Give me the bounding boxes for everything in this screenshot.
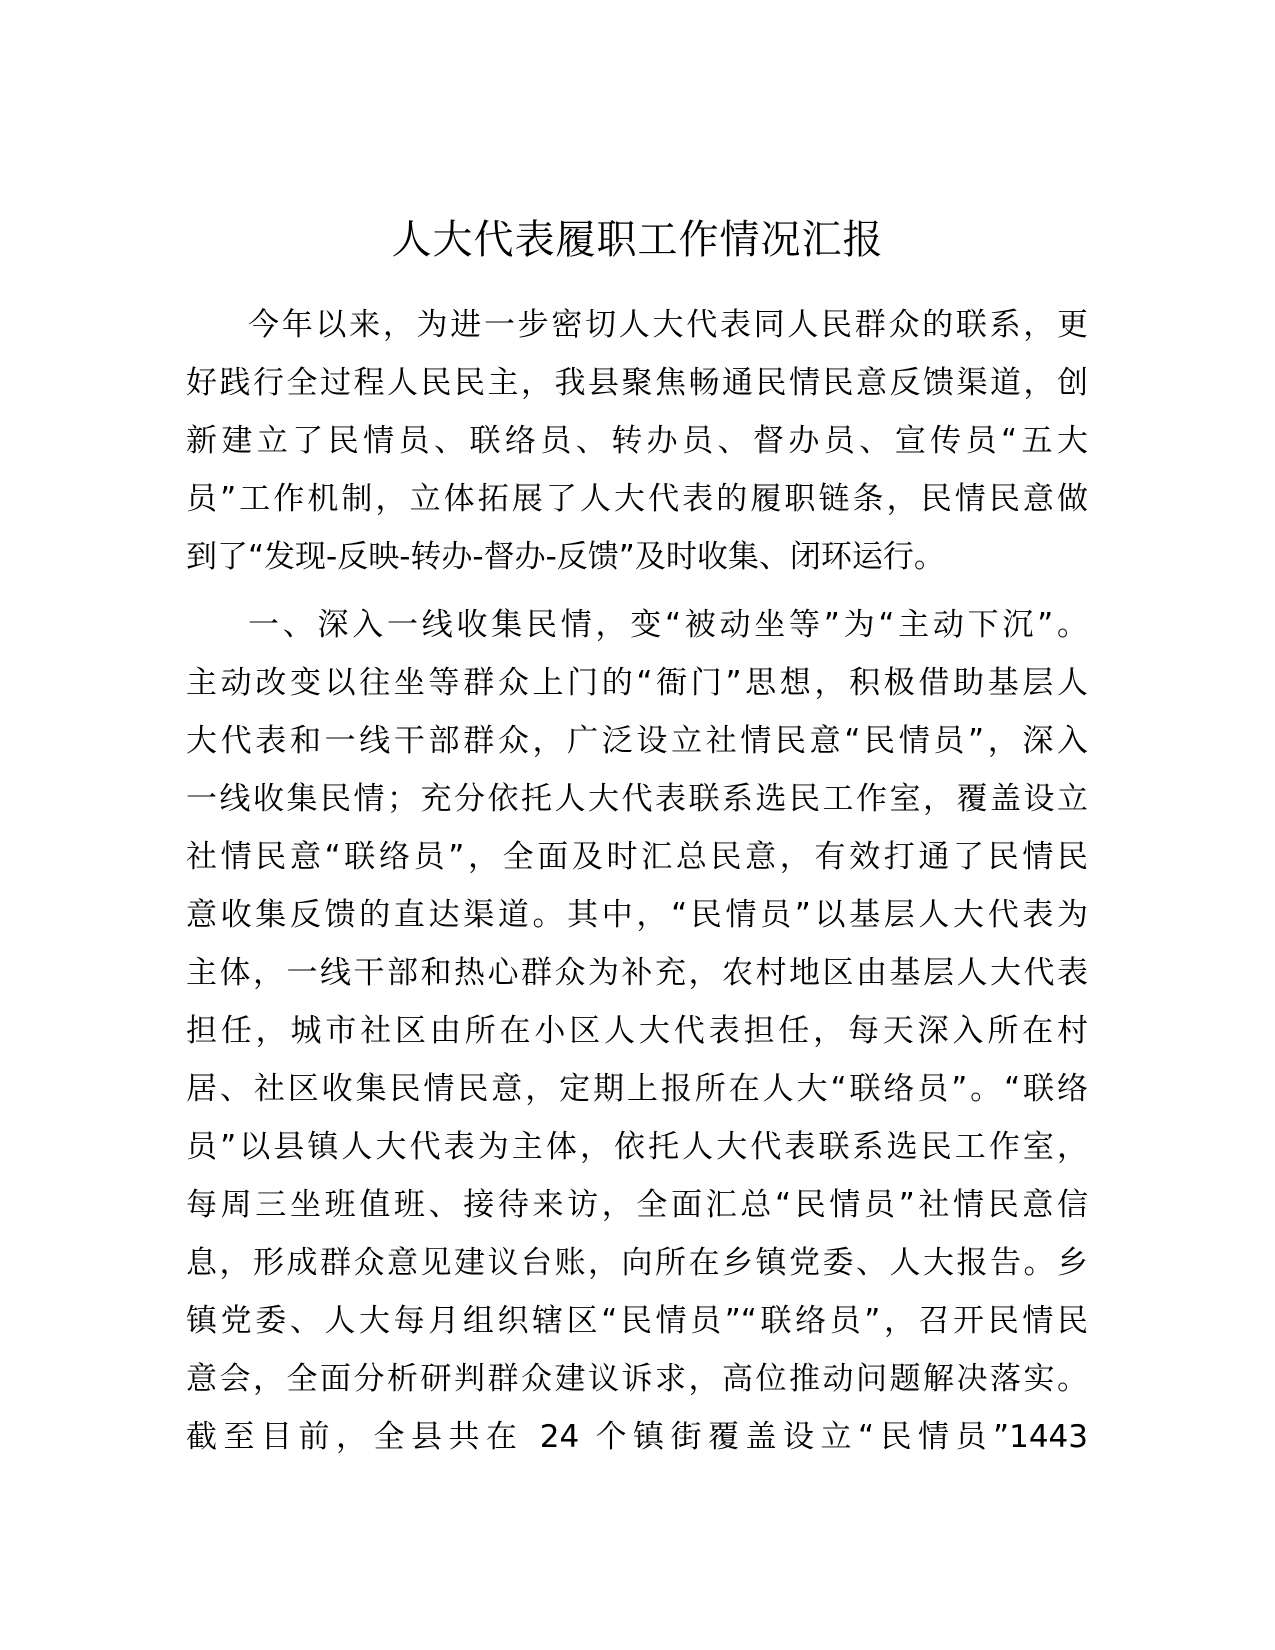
paragraph-line: 新建立了民情员、联络员、转办员、督办员、宣传员“五大 — [186, 423, 1088, 459]
paragraph-line: 主体，一线干部和热心群众为补充，农村地区由基层人大代表 — [186, 955, 1088, 991]
paragraph-gap — [186, 586, 1088, 596]
paragraph-line: 一线收集民情；充分依托人大代表联系选民工作室，覆盖设立 — [186, 781, 1088, 817]
paragraph-line: 主动改变以往坐等群众上门的“衙门”思想，积极借助基层人 — [186, 665, 1088, 701]
paragraph-intro — [186, 296, 1088, 586]
document-body — [186, 296, 1088, 1466]
paragraph-line: 担任，城市社区由所在小区人大代表担任，每天深入所在村 — [186, 1013, 1088, 1049]
paragraph-line: 镇党委、人大每月组织辖区“民情员”“联络员”，召开民情民 — [186, 1303, 1088, 1339]
paragraph-line: 员”以县镇人大代表为主体，依托人大代表联系选民工作室， — [186, 1129, 1088, 1165]
paragraph-line: 一、深入一线收集民情，变“被动坐等”为“主动下沉”。 — [248, 607, 1088, 643]
paragraph-line: 截至目前，全县共在 24 个镇街覆盖设立“民情员”1443 — [186, 1419, 1088, 1455]
paragraph-line: 大代表和一线干部群众，广泛设立社情民意“民情员”，深入 — [186, 723, 1088, 759]
paragraph-line: 员”工作机制，立体拓展了人大代表的履职链条，民情民意做 — [186, 481, 1088, 517]
paragraph-line: 意会，全面分析研判群众建议诉求，高位推动问题解决落实。 — [186, 1361, 1088, 1397]
paragraph-line: 每周三坐班值班、接待来访，全面汇总“民情员”社情民意信 — [186, 1187, 1088, 1223]
paragraph-line: 好践行全过程人民民主，我县聚焦畅通民情民意反馈渠道，创 — [186, 365, 1088, 401]
document-title: 人大代表履职工作情况汇报 — [391, 217, 884, 263]
paragraph-line: 息，形成群众意见建议台账，向所在乡镇党委、人大报告。乡 — [186, 1245, 1088, 1281]
paragraph-line: 到了“发现-反映-转办-督办-反馈”及时收集、闭环运行。 — [186, 539, 945, 575]
paragraph-section-one — [186, 596, 1088, 1466]
paragraph-line: 今年以来，为进一步密切人大代表同人民群众的联系，更 — [248, 307, 1088, 343]
paragraph-line: 意收集反馈的直达渠道。其中，“民情员”以基层人大代表为 — [186, 897, 1088, 933]
paragraph-line: 社情民意“联络员”，全面及时汇总民意，有效打通了民情民 — [186, 839, 1088, 875]
paragraph-line: 居、社区收集民情民意，定期上报所在人大“联络员”。“联络 — [186, 1071, 1088, 1107]
